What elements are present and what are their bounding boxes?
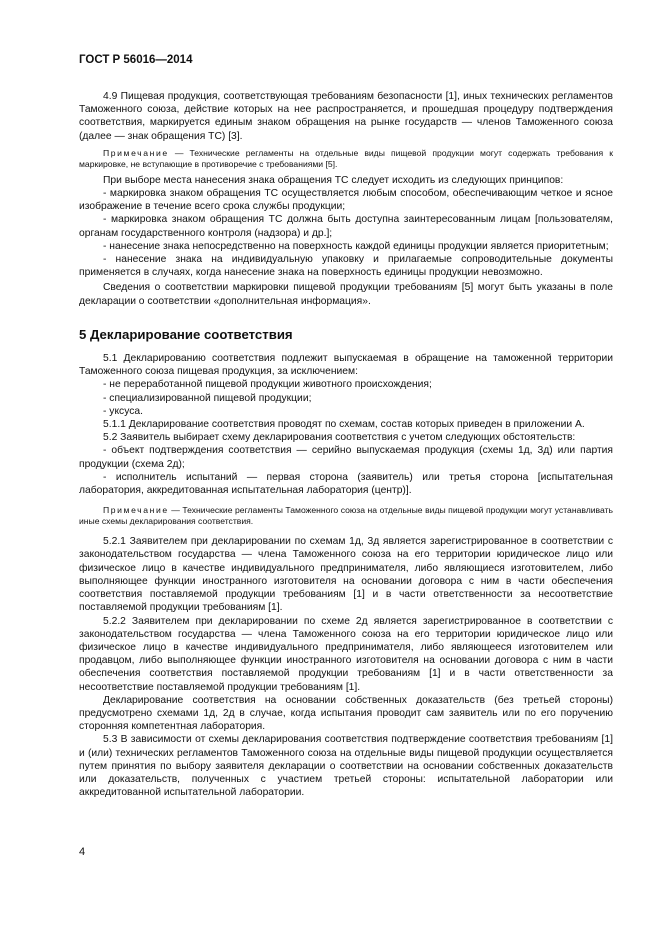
page-number: 4	[79, 846, 86, 858]
paragraph-5-1: 5.1 Декларированию соответствия подлежит выпускаемая в обращение на таможенной территории Таможенного союза пищевая продукция, за исключением:	[79, 353, 613, 378]
note-label: Примечание	[103, 147, 169, 158]
document-code-header: ГОСТ Р 56016—2014	[79, 54, 193, 66]
list-item: - нанесение знака непосредственно на поверхность каждой единицы продукции является приоритетным;	[103, 240, 609, 252]
note-4-9	[79, 148, 613, 170]
note-text: — Технические регламенты на отдельные виды пищевой продукции могут содержать требования к маркировке, не вступающие в противоречие с требованиями [5].	[79, 147, 613, 169]
paragraph-placement-principles: При выборе места нанесения знака обращения ТС следует исходить из следующих принципов:	[103, 174, 564, 186]
list-item: - не переработанной пищевой продукции животного происхождения;	[103, 379, 432, 391]
list-item: - маркировка знаком обращения ТС должна быть доступна заинтересованным лицам [пользователям, органам государственного контроля (надзора) и др.];	[79, 214, 613, 239]
paragraph-marking-info: Сведения о соответствии маркировки пищевой продукции требованиям [5] могут быть указаны в поле декларации о соответствии «дополнительная информация».	[79, 282, 613, 307]
list-item: - маркировка знаком обращения ТС осуществляется любым способом, обеспечивающим четкое и ясное изображение в течение всего срока службы продукции;	[79, 188, 613, 213]
paragraph-5-3: 5.3 В зависимости от схемы декларирования соответствия подтверждение соответствия требованиям [1] и (или) технических регламентов Таможенного союза на отдельные виды пищевой продукции осуществляется путем принятия по выбору заявителя декларации о соответствии на основании собственных доказательств или доказательств, полученных с участием третьей стороны: испытательной лаборатории или аккредитованной испытательной лаборатории.	[79, 734, 613, 799]
list-item: - объект подтверждения соответствия — серийно выпускаемая продукция (схемы 1д, 3д) или партия продукции (схема 2д);	[79, 445, 613, 470]
document-body	[79, 90, 613, 799]
paragraph-4-9: 4.9 Пищевая продукция, соответствующая требованиям безопасности [1], иных технических регламентов Таможенного союза, действие которых на нее распространяется, и прошедшая процедуру подтверждения соответствия, маркируется единым знаком обращения на рынке государств — членов Таможенного союза (далее — знак обращения ТС) [3].	[79, 91, 613, 142]
list-item: - уксуса.	[103, 405, 143, 417]
section-5-heading: 5 Декларирование соответствия	[79, 326, 293, 342]
list-item: - исполнитель испытаний — первая сторона (заявитель) или третья сторона [испытательная лаборатория, аккредитованная испытательная лаборатория (центр)].	[79, 471, 613, 497]
paragraph-5-2: 5.2 Заявитель выбирает схему декларирования соответствия с учетом следующих обстоятельств:	[103, 432, 576, 444]
note-label: Примечание	[103, 505, 169, 516]
paragraph-own-evidence: Декларирование соответствия на основании собственных доказательств (без третьей стороны) предусмотрено схемами 1д, 2д в случае, когда испытания проводит сам заявитель или по его поручению сторонняя компетентная лаборатория.	[79, 694, 613, 733]
paragraph-5-1-1: 5.1.1 Декларирование соответствия проводят по схемам, состав которых приведен в приложении А.	[103, 419, 585, 431]
note-text: — Технические регламенты Таможенного союза на отдельные виды пищевой продукции могут устанавливать иные схемы декларирования соответствия.	[79, 505, 613, 527]
paragraph-5-2-2: 5.2.2 Заявителем при декларировании по схеме 2д является зарегистрированное в соответствии с законодательством государства — члена Таможенного союза на его территории юридическое лицо или физическое лицо в качестве индивидуального предпринимателя, либо являющееся изготовителем или продавцом, либо выполняющее функции иностранного изготовителя на основании договора с ним в части обеспечения соответствия поставляемой продукции требованиям [1] и в части ответственности за несоответствие поставляемой продукции требованиям [1].	[79, 615, 613, 693]
list-item: - специализированной пищевой продукции;	[103, 392, 312, 404]
list-item: - нанесение знака на индивидуальную упаковку и прилагаемые сопроводительные документы применяется в случаях, когда нанесение знака на поверхность единицы продукции невозможно.	[79, 254, 613, 279]
note-5-2	[79, 505, 613, 527]
paragraph-5-2-1: 5.2.1 Заявителем при декларировании по схемам 1д, 3д является зарегистрированное в соответствии с законодательством государства — члена Таможенного союза на его территории юридическое лицо или физическое лицо в качестве индивидуального предпринимателя, либо являющиеся изготовителем, либо выполняющее функции иностранного изготовителя на основании договора с ним в части обеспечения соответствия поставляемой продукции требованиям [1] и в части ответственности за несоответствие поставляемой продукции требованиям [1].	[79, 536, 613, 614]
